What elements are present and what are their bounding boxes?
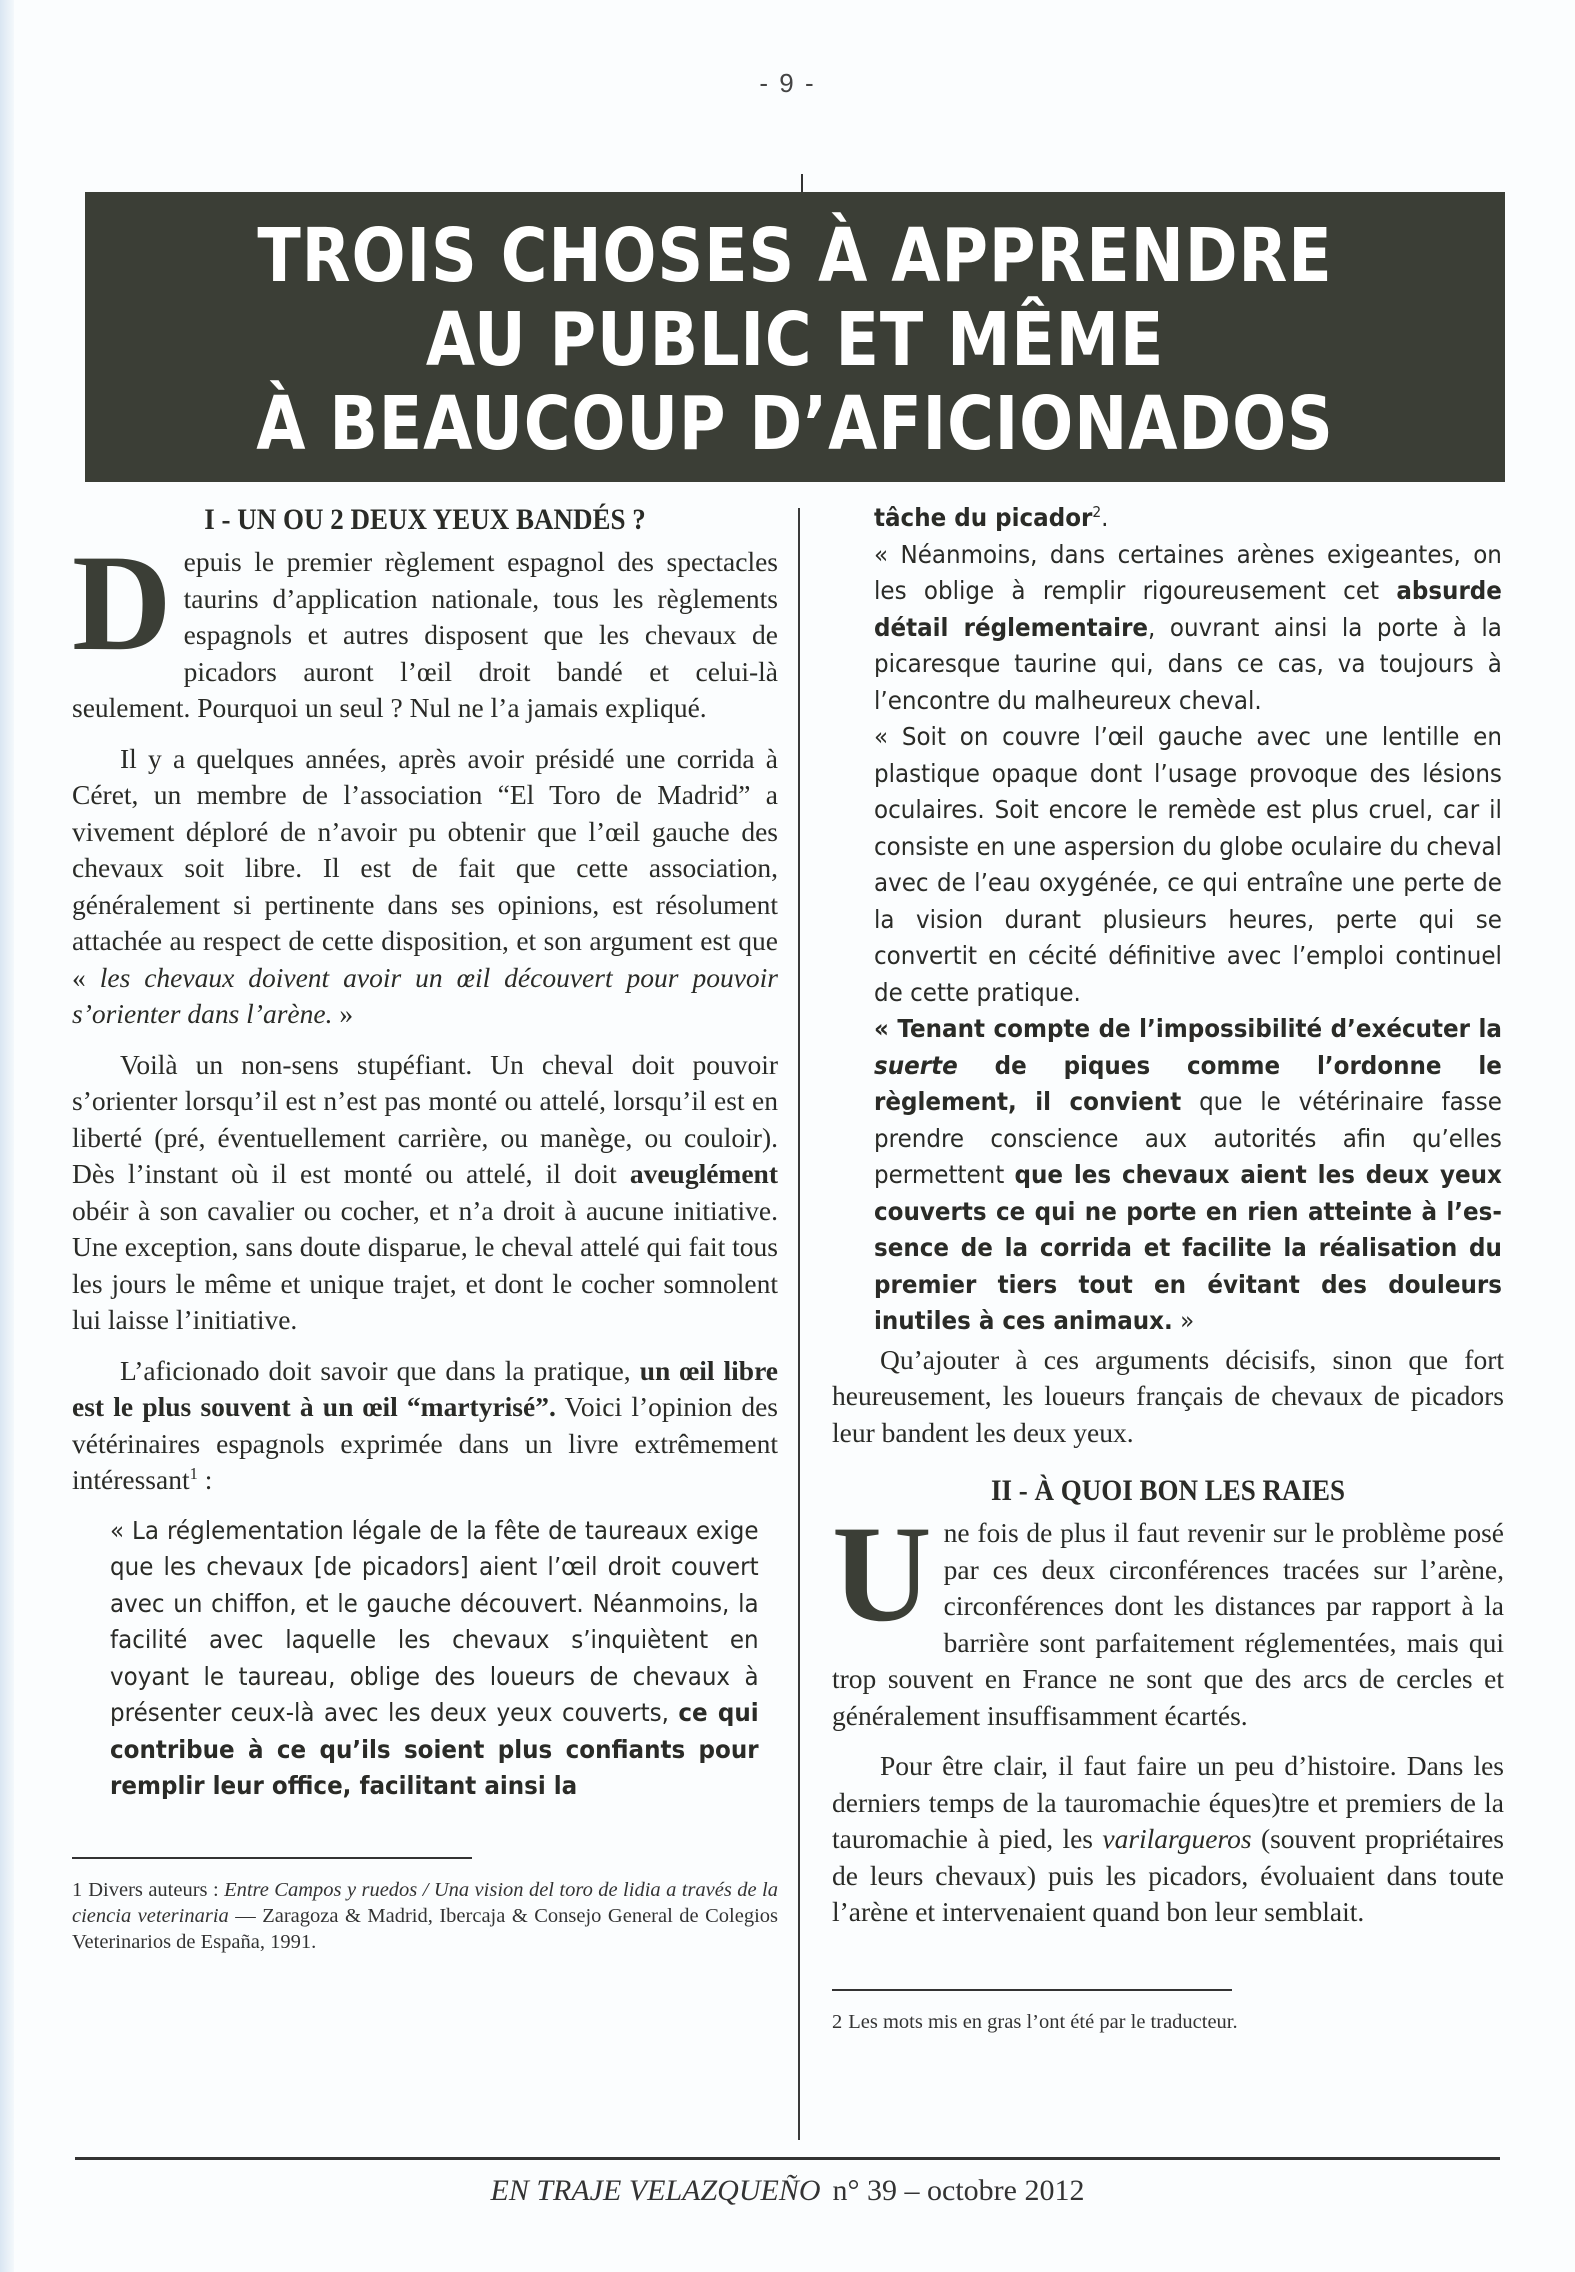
article-title-line-1: TROIS CHOSES À APPRENDRE	[257, 213, 1333, 299]
article-title-band	[85, 192, 1505, 482]
section-2	[832, 1471, 1504, 1931]
column-divider	[798, 508, 800, 2140]
section-2-paragraph-2: Pour être clair, il faut faire un peu d’histoire. Dans les derniers temps de la tauromachie éques)tre et premiers de la tauromachie à pied, les varilargueros (souvent propriétaires de leurs chevaux) puis les picadors, évoluaient dans toute l’arène et intervenaient quand bon leur semblait.	[832, 1750, 1504, 1927]
right-column	[832, 500, 1504, 2035]
left-column	[72, 500, 778, 1955]
article-title-line-3: À BEAUCOUP D’AFICIONADOS	[256, 381, 1334, 467]
section-1-paragraph-5: Qu’ajouter à ces arguments décisifs, sinon que fort heureusement, les loueurs français de chevaux de picadors leur bandent les deux yeux.	[832, 1343, 1504, 1448]
scan-edge	[0, 0, 14, 2272]
vet-quote-part-1: « La réglementation légale de la fête de taureaux exige que les chevaux [de picadors] aient l’œil droit couvert avec un chiffon, et le gauche découvert. Néanmoins, la facilité avec laquelle les chevaux s’inquiètent en voyant le taureau, oblige des loueurs de chevaux à présenter ceux-là avec les deux yeux couverts, ce qui contribue à ce qu’ils soient plus confiants pour remplir leur office, facilitant ainsi la	[110, 1515, 759, 1800]
column-tick-mark	[801, 174, 803, 194]
section-1-paragraph-4: L’aficionado doit savoir que dans la pratique, un œil libre est le plus souvent à un œil “martyrisé”. Voici l’opinion des vétérinaires espagnols exprimée dans un livre extrêmement intéressant$^1$ :	[72, 1354, 779, 1495]
quoted-italic: les chevaux doivent avoir un œil découvert pour pouvoir s’orienter dans l’arène.	[72, 961, 779, 1029]
footnote-1: 1 Divers auteurs : Entre Campos y ruedos / Una vision del toro de lidia a través de la ciencia veterinaria — Zaragoza & Madrid, Ibercaja & Consejo General de Colegios Veterinarios de España, 1991.	[72, 1878, 778, 1953]
section-2-heading: II - À QUOI BON LES RAIES	[990, 1474, 1346, 1507]
footnote-ref-2[interactable]: 2	[1092, 503, 1102, 521]
footnote-rule-right	[832, 1989, 1232, 1991]
vet-quote-part-4: « Soit on couvre l’œil gauche avec une lentille en plastique opaque dont l’usage provoque des lésions oculaires. Soit encore le remède est plus cruel, car il consiste en une aspersion du globe oculaire du cheval avec de l’eau oxygénée, ce qui entraîne une perte de la vision durant plusieurs heures, perte qui se convertit en cécité définitive avec l’emploi continuel de cette pratique.	[874, 722, 1502, 1007]
article-title-line-2: AU PUBLIC ET MÊME	[425, 297, 1165, 383]
dropcap-u: U	[832, 1497, 932, 1650]
page-footer	[0, 2174, 1575, 2208]
dropcap-d: D	[72, 526, 172, 679]
footer-rule	[75, 2157, 1500, 2160]
issue-info: n° 39 – octobre 2012	[832, 2174, 1085, 2207]
footnote-2: 2 Les mots mis en gras l’ont été par le traducteur.	[832, 2010, 1238, 2033]
page-number: - 9 -	[759, 68, 816, 98]
section-1-paragraph-1: Depuis le premier règlement espagnol des spectacles taurins d’application nationale, tous les règlements espagnols et autres disposent que les chevaux de picadors auront l’œil droit bandé et celui-là seulement. Pourquoi un seul ? Nul ne l’a jamais expliqué.	[72, 526, 778, 723]
vet-quote-continued	[874, 500, 1542, 1340]
footnote-rule-left	[72, 1857, 472, 1859]
section-1-paragraph-3: Voilà un non-sens stupéfiant. Un cheval doit pouvoir s’orienter lorsqu’il est n’est pas monté ou attelé, lorsqu’il est en liberté (pré, éventuellement carrière, ou manège, ou couloir). Dès l’instant où il est monté ou attelé, il doit aveuglément obéir à son cavalier ou cocher, et n’a droit à aucune initiative. Une exception, sans doute disparue, le cheval attelé qui fait tous les jours le même et unique trajet, et dont le cocher somnolent lui laisse l’initiative.	[72, 1048, 778, 1335]
vet-quote-part-3: « Néanmoins, dans certaines arènes exigeantes, on les oblige à remplir rigoureusement cet absurde détail réglementaire, ouvrant ainsi la porte à la picaresque taurine qui, dans ce cas, va toujours à l’encontre du malheureux cheval.	[874, 539, 1502, 715]
vet-quote-part-5: « Tenant compte de l’impossibilité d’exécuter la suerte de piques comme l’ordonne le règlement, il convient que le vétérinaire fasse prendre conscience aux autorités afin qu’elles permettent que les chevaux aient les deux yeux couverts ce qui ne porte en rien atteinte à l’essence de la corrida et facilite la réalisation du premier tiers tout en évitant des douleurs inutiles à ces animaux. »	[874, 1014, 1502, 1335]
vet-quote-part-2: tâche du picador$^2$.	[874, 503, 1109, 532]
section-1-paragraph-2: Il y a quelques années, après avoir présidé une corrida à Céret, un membre de l’association “El Toro de Madrid” a vivement déploré de n’avoir pu obtenir que l’œil gauche des chevaux soit libre. Il est de fait que cette association, généralement si pertinente dans ses opinions, est résolument attachée au respect de cette disposition, et son argument est que « les chevaux doivent avoir un œil découvert pour pouvoir s’orienter dans l’arène. »	[72, 742, 779, 1029]
section-1-heading: I - UN OU 2 DEUX YEUX BANDÉS ?	[204, 503, 646, 536]
magazine-name: EN TRAJE VELAZQUEÑO	[490, 2174, 821, 2207]
section-2-paragraph-1: Une fois de plus il faut revenir sur le problème posé par ces deux circonférences tracées sur l’arène, circonférences dont les distances par rapport à la barrière sont parfaitement réglementées, mais qui trop souvent en France ne sont que des arcs de cercles et généralement insuffisamment écartés.	[832, 1497, 1504, 1731]
footnote-ref-1[interactable]: 1	[189, 1463, 198, 1483]
